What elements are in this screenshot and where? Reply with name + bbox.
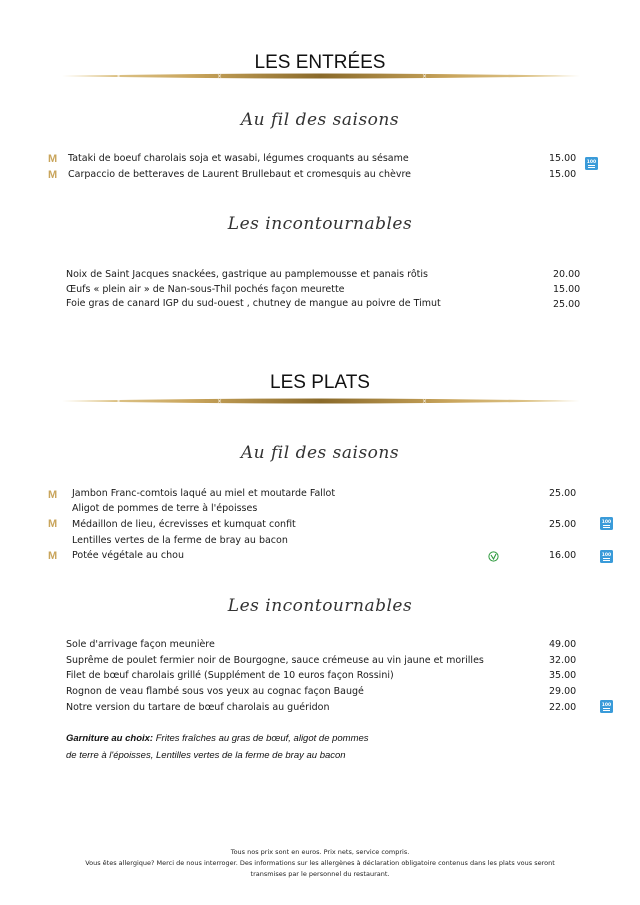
dish-price: 22.00: [549, 702, 577, 713]
svg-text:100: 100: [601, 703, 612, 708]
100-percent-badge-icon: [600, 517, 613, 530]
dish-name: Notre version du tartare de bœuf charolais au guéridon: [66, 702, 330, 713]
svg-text:×: ×: [116, 398, 122, 405]
dish-name: Médaillon de lieu, écrevisses et kumquat confit: [72, 519, 296, 530]
maison-m-icon: M: [48, 550, 58, 562]
svg-text:×: ×: [422, 73, 428, 80]
dish-price: 15.00: [549, 153, 577, 164]
100-percent-badge-icon: [600, 550, 613, 563]
100-percent-badge-icon: [600, 700, 613, 713]
dish-name: Sole d'arrivage façon meunière: [66, 639, 215, 650]
section-title-entrees: LES ENTRÉES: [254, 52, 386, 73]
dish-name: Lentilles vertes de la ferme de bray au bacon: [72, 535, 288, 546]
dish-price: 49.00: [549, 639, 577, 650]
vegetarian-icon: [488, 551, 499, 562]
dish-price: 15.00: [549, 169, 577, 180]
gold-divider: [62, 397, 580, 405]
dish-price: 29.00: [549, 686, 577, 697]
svg-text:×: ×: [422, 398, 428, 405]
dish-price: 25.00: [553, 299, 581, 310]
subsection-title-seasons: Au fil des saisons: [240, 443, 400, 463]
subsection-title-classics: Les incontournables: [227, 214, 413, 234]
maison-m-icon: M: [48, 518, 58, 530]
garnish-label: Garniture au choix:: [66, 733, 154, 744]
100-percent-badge-icon: [585, 157, 598, 170]
svg-text:100: 100: [601, 520, 612, 525]
gold-divider: [62, 72, 580, 80]
dish-name: Filet de bœuf charolais grillé (Supplément de 10 euros façon Rossini): [66, 670, 394, 681]
subsection-title-classics: Les incontournables: [227, 596, 413, 616]
garnish-note: [66, 730, 446, 764]
svg-text:×: ×: [217, 398, 223, 405]
footer-line: transmises par le personnel du restaurant.: [250, 870, 390, 878]
garnish-text: Frites fraîches au gras de bœuf, aligot de pommes: [153, 733, 369, 744]
maison-m-icon: M: [48, 489, 58, 501]
dish-name: Œufs « plein air » de Nan-sous-Thil pochés façon meurette: [66, 284, 345, 295]
maison-m-icon: M: [48, 153, 58, 165]
svg-text:×: ×: [217, 73, 223, 80]
dish-price: 20.00: [553, 269, 581, 280]
dish-price: 32.00: [549, 655, 577, 666]
dish-name: Rognon de veau flambé sous vos yeux au cognac façon Baugé: [66, 686, 364, 697]
dish-price: 15.00: [553, 284, 581, 295]
dish-name: Noix de Saint Jacques snackées, gastrique au pamplemousse et panais rôtis: [66, 269, 428, 280]
dish-name: Aligot de pommes de terre à l'époisses: [72, 503, 258, 514]
dish-name: Jambon Franc-comtois laqué au miel et moutarde Fallot: [72, 488, 336, 499]
subsection-title-seasons: Au fil des saisons: [240, 110, 400, 130]
dish-price: 25.00: [549, 519, 577, 530]
dish-name: Carpaccio de betteraves de Laurent Brullebaut et cromesquis au chèvre: [68, 169, 412, 180]
svg-text:×: ×: [116, 73, 122, 80]
dish-name: Foie gras de canard IGP du sud-ouest , chutney de mangue au poivre de Timut: [66, 298, 441, 309]
footer-line: Vous êtes allergique? Merci de nous interroger. Des informations sur les allergènes à déclaration obligatoire contenus dans les plats vous seront: [85, 859, 555, 867]
garnish-text: de terre à l'époisses, Lentilles vertes de la ferme de bray au bacon: [66, 750, 346, 761]
dish-name: Potée végétale au chou: [72, 550, 184, 561]
svg-text:100: 100: [601, 553, 612, 558]
footer-note: [0, 847, 640, 880]
dish-price: 25.00: [549, 488, 577, 499]
svg-text:100: 100: [586, 160, 597, 165]
dish-name: Tataki de boeuf charolais soja et wasabi, légumes croquants au sésame: [68, 153, 409, 164]
dish-price: 16.00: [549, 550, 577, 561]
dish-price: 35.00: [549, 670, 577, 681]
dish-name: Suprême de poulet fermier noir de Bourgogne, sauce crémeuse au vin jaune et morilles: [66, 655, 484, 666]
section-title-plats: LES PLATS: [270, 372, 370, 393]
maison-m-icon: M: [48, 169, 58, 181]
footer-line: Tous nos prix sont en euros. Prix nets, service compris.: [230, 848, 410, 856]
